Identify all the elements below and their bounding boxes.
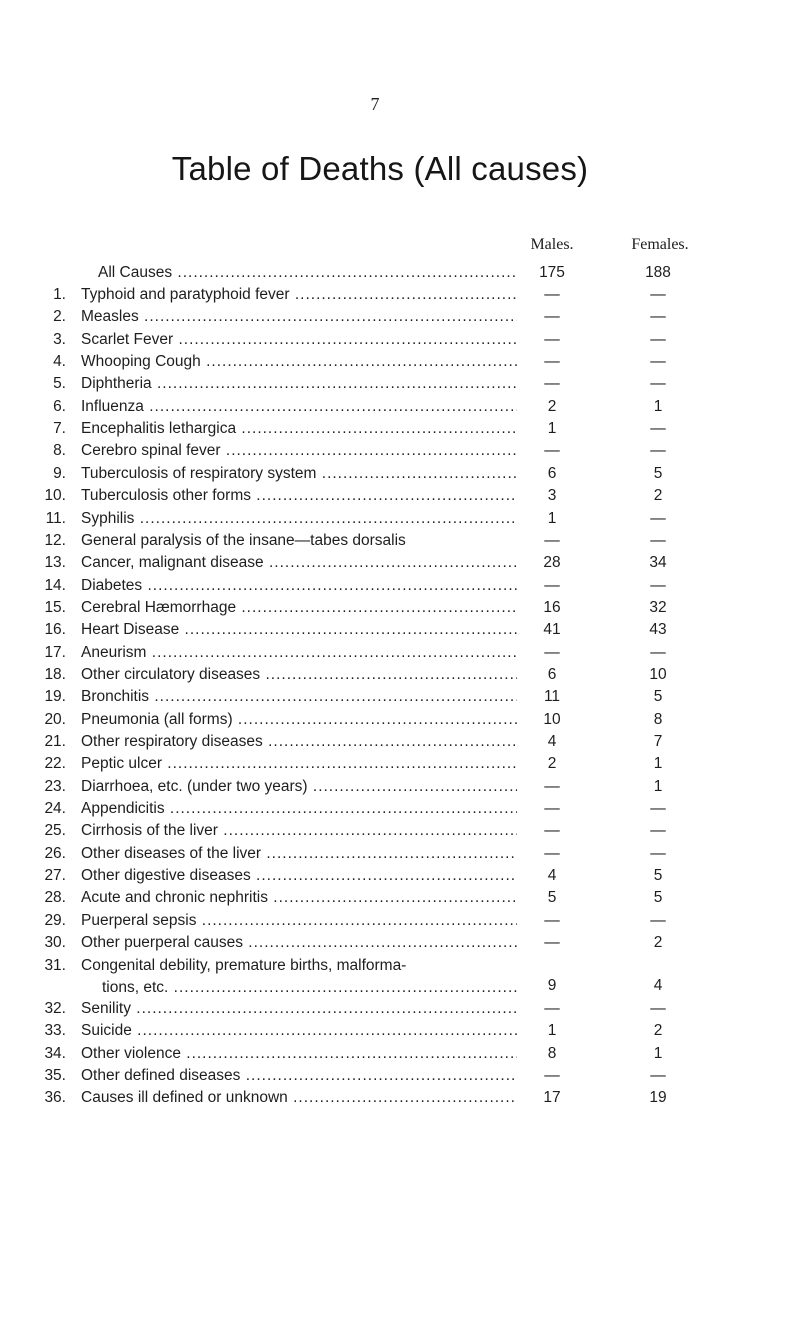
males-count: — bbox=[544, 822, 560, 840]
males-count: — bbox=[544, 911, 560, 929]
table-row bbox=[0, 373, 800, 395]
cause-label: Cirrhosis of the liver ..... bbox=[81, 820, 517, 842]
table-row bbox=[0, 575, 800, 597]
females-count: 2 bbox=[653, 487, 663, 505]
females-count: 5 bbox=[653, 889, 663, 907]
females-count: — bbox=[650, 531, 666, 549]
females-count: — bbox=[650, 999, 666, 1017]
all-causes-males: 175 bbox=[539, 264, 565, 281]
all-causes-label: All Causes ..... bbox=[98, 262, 517, 284]
table-row bbox=[0, 463, 800, 485]
males-count: — bbox=[544, 999, 560, 1017]
cause-label: Other circulatory diseases ..... bbox=[81, 664, 517, 686]
cause-label: Puerperal sepsis ..... bbox=[81, 910, 517, 932]
table-row bbox=[0, 619, 800, 641]
row-number: 26. bbox=[44, 844, 66, 862]
table-row bbox=[0, 686, 800, 708]
cause-label: Suicide ..... bbox=[81, 1020, 517, 1042]
table-row bbox=[0, 284, 800, 306]
cause-label: Influenza ..... bbox=[81, 396, 517, 418]
males-count: — bbox=[544, 576, 560, 594]
table-row bbox=[0, 306, 800, 328]
females-count: — bbox=[650, 375, 666, 393]
row-number: 20. bbox=[44, 710, 66, 728]
column-header-males: Males. bbox=[530, 236, 574, 253]
cause-label: Diabetes ..... bbox=[81, 575, 517, 597]
males-count: — bbox=[544, 531, 560, 549]
row-number: 24. bbox=[44, 800, 66, 818]
row-number: 27. bbox=[44, 867, 66, 885]
females-count: — bbox=[650, 1066, 666, 1084]
females-count: 5 bbox=[653, 464, 663, 482]
cause-label: Peptic ulcer ..... bbox=[81, 753, 517, 775]
cause-label: Cerebro spinal fever ..... bbox=[81, 440, 517, 462]
females-count: 7 bbox=[653, 733, 663, 750]
row-number: 23. bbox=[44, 777, 66, 795]
females-count: 19 bbox=[649, 1089, 667, 1107]
table-row bbox=[0, 753, 800, 775]
table-row bbox=[0, 1065, 800, 1087]
males-count: 3 bbox=[547, 487, 557, 505]
cause-label: Typhoid and paratyphoid fever ..... bbox=[81, 284, 517, 306]
cause-label: Diphtheria ..... bbox=[81, 373, 517, 395]
row-number: 6. bbox=[53, 397, 66, 415]
cause-label: Aneurism ..... bbox=[81, 642, 517, 664]
all-causes-row bbox=[0, 262, 800, 284]
table-row bbox=[0, 530, 800, 552]
cause-label: Causes ill defined or unknown ..... bbox=[81, 1087, 517, 1109]
row-number: 31. bbox=[44, 956, 66, 974]
males-count: 4 bbox=[547, 733, 557, 750]
table-row bbox=[0, 865, 800, 887]
row-number: 35. bbox=[44, 1066, 66, 1084]
row-number: 25. bbox=[44, 822, 66, 840]
table-row bbox=[0, 910, 800, 932]
females-count: — bbox=[650, 420, 666, 438]
cause-label: Syphilis ..... bbox=[81, 508, 517, 530]
cause-label: Appendicitis ..... bbox=[81, 798, 517, 820]
females-count: 43 bbox=[649, 621, 667, 639]
row-number: 28. bbox=[44, 889, 66, 907]
table-row bbox=[0, 1043, 800, 1065]
females-count: 1 bbox=[653, 755, 663, 773]
cause-label: Whooping Cough ..... bbox=[81, 351, 517, 373]
females-count: 2 bbox=[653, 934, 663, 952]
row-number: 21. bbox=[44, 733, 66, 750]
cause-label: Other respiratory diseases ..... bbox=[81, 731, 517, 753]
table-row bbox=[0, 798, 800, 820]
males-count: — bbox=[544, 330, 560, 348]
cause-label: Tuberculosis other forms ..... bbox=[81, 485, 517, 507]
cause-label: General paralysis of the insane—tabes dorsalis bbox=[81, 531, 406, 549]
cause-label: Congenital debility, premature births, malforma- bbox=[81, 956, 407, 974]
row-number: 30. bbox=[44, 934, 66, 952]
table-row bbox=[0, 664, 800, 686]
males-count: — bbox=[544, 442, 560, 460]
males-count: 11 bbox=[543, 688, 561, 706]
table-row bbox=[0, 440, 800, 462]
females-count: 2 bbox=[653, 1022, 663, 1040]
males-count: — bbox=[544, 353, 560, 371]
row-number: 17. bbox=[44, 643, 66, 661]
cause-label: Measles ..... bbox=[81, 306, 517, 328]
table-row bbox=[0, 887, 800, 909]
page-title: Table of Deaths (All causes) bbox=[171, 150, 589, 187]
males-count: 2 bbox=[547, 755, 557, 773]
females-count: — bbox=[650, 330, 666, 348]
females-count: 10 bbox=[649, 665, 667, 683]
cause-label: Heart Disease ..... bbox=[81, 619, 517, 641]
row-number: 9. bbox=[53, 464, 66, 482]
males-count: 1 bbox=[547, 509, 557, 527]
table-row bbox=[0, 351, 800, 373]
females-count: — bbox=[650, 286, 666, 303]
males-count: 8 bbox=[547, 1044, 557, 1062]
column-header-females: Females. bbox=[631, 236, 689, 253]
cause-label: Tuberculosis of respiratory system ..... bbox=[81, 463, 517, 485]
page-number: 7 bbox=[370, 94, 380, 114]
females-count: 1 bbox=[653, 397, 663, 415]
males-count: 41 bbox=[543, 621, 561, 639]
table-row bbox=[0, 329, 800, 351]
row-number: 2. bbox=[53, 308, 66, 326]
table-row bbox=[0, 1020, 800, 1042]
all-causes-females: 188 bbox=[645, 264, 671, 281]
males-count: 9 bbox=[547, 976, 557, 994]
row-number: 13. bbox=[44, 554, 66, 572]
females-count: 8 bbox=[653, 710, 663, 728]
row-number: 29. bbox=[44, 911, 66, 929]
table-row bbox=[0, 396, 800, 418]
females-count: — bbox=[650, 353, 666, 371]
row-number: 18. bbox=[44, 665, 66, 683]
males-count: — bbox=[544, 1066, 560, 1084]
row-number: 10. bbox=[44, 487, 66, 505]
table-row bbox=[0, 843, 800, 865]
females-count: — bbox=[650, 822, 666, 840]
row-number: 33. bbox=[44, 1022, 66, 1040]
males-count: 4 bbox=[547, 867, 557, 885]
row-number: 15. bbox=[44, 598, 66, 616]
males-count: — bbox=[544, 643, 560, 661]
females-count: — bbox=[650, 911, 666, 929]
cause-label: Diarrhoea, etc. (under two years) ..... bbox=[81, 776, 517, 798]
males-count: — bbox=[544, 844, 560, 862]
row-number: 1. bbox=[53, 286, 66, 303]
row-number: 5. bbox=[53, 375, 66, 393]
females-count: 4 bbox=[653, 976, 663, 994]
males-count: 16 bbox=[543, 598, 561, 616]
males-count: 5 bbox=[547, 889, 557, 907]
table-row bbox=[0, 508, 800, 530]
row-number: 7. bbox=[53, 420, 66, 438]
table-row bbox=[0, 485, 800, 507]
males-count: 17 bbox=[543, 1089, 561, 1107]
row-number: 14. bbox=[44, 576, 66, 594]
males-count: 6 bbox=[547, 464, 557, 482]
males-count: — bbox=[544, 934, 560, 952]
males-count: 1 bbox=[547, 1022, 557, 1040]
cause-label: Encephalitis lethargica ..... bbox=[81, 418, 517, 440]
table-row bbox=[0, 776, 800, 798]
row-number: 22. bbox=[44, 755, 66, 773]
females-count: — bbox=[650, 308, 666, 326]
females-count: — bbox=[650, 509, 666, 527]
males-count: — bbox=[544, 308, 560, 326]
row-number: 3. bbox=[53, 330, 66, 348]
table-row bbox=[0, 552, 800, 574]
cause-label: Cerebral Hæmorrhage ..... bbox=[81, 597, 517, 619]
cause-label: Other diseases of the liver ..... bbox=[81, 843, 517, 865]
row-number: 34. bbox=[44, 1044, 66, 1062]
cause-label: Other puerperal causes ..... bbox=[81, 932, 517, 954]
table-row bbox=[0, 597, 800, 619]
row-number: 32. bbox=[44, 999, 66, 1017]
females-count: — bbox=[650, 442, 666, 460]
females-count: — bbox=[650, 844, 666, 862]
cause-label: Scarlet Fever ..... bbox=[81, 329, 517, 351]
females-count: 1 bbox=[653, 777, 663, 795]
females-count: 32 bbox=[649, 598, 667, 616]
row-number: 4. bbox=[53, 353, 66, 371]
cause-label: Bronchitis ..... bbox=[81, 686, 517, 708]
females-count: — bbox=[650, 800, 666, 818]
cause-label: Cancer, malignant disease ..... bbox=[81, 552, 517, 574]
females-count: — bbox=[650, 576, 666, 594]
row-number: 8. bbox=[53, 442, 66, 460]
males-count: 6 bbox=[547, 665, 557, 683]
row-number: 12. bbox=[44, 531, 66, 549]
cause-label: Other violence ..... bbox=[81, 1043, 517, 1065]
row-number: 16. bbox=[44, 621, 66, 639]
females-count: 1 bbox=[653, 1044, 663, 1062]
males-count: 28 bbox=[543, 554, 561, 572]
cause-label-continuation: tions, etc. ..... bbox=[102, 977, 517, 999]
cause-label: Pneumonia (all forms) ..... bbox=[81, 709, 517, 731]
males-count: — bbox=[544, 777, 560, 795]
females-count: — bbox=[650, 643, 666, 661]
cause-label: Other digestive diseases ..... bbox=[81, 865, 517, 887]
males-count: 2 bbox=[547, 397, 557, 415]
table-row bbox=[0, 998, 800, 1020]
males-count: — bbox=[544, 800, 560, 818]
table-row bbox=[0, 932, 800, 954]
table-row bbox=[0, 731, 800, 753]
table-row bbox=[0, 709, 800, 731]
table-row bbox=[0, 820, 800, 842]
table-row bbox=[0, 642, 800, 664]
females-count: 34 bbox=[649, 554, 667, 572]
females-count: 5 bbox=[653, 688, 663, 706]
females-count: 5 bbox=[653, 867, 663, 885]
row-number: 36. bbox=[44, 1089, 66, 1107]
males-count: — bbox=[544, 375, 560, 393]
table-row bbox=[0, 955, 800, 996]
males-count: — bbox=[544, 286, 560, 303]
table-row bbox=[0, 418, 800, 440]
table-row bbox=[0, 1087, 800, 1109]
cause-label: Senility ..... bbox=[81, 998, 517, 1020]
row-number: 11. bbox=[45, 509, 66, 527]
males-count: 1 bbox=[547, 420, 557, 438]
row-number: 19. bbox=[44, 688, 66, 706]
cause-label: Acute and chronic nephritis ..... bbox=[81, 887, 517, 909]
cause-label: Other defined diseases ..... bbox=[81, 1065, 517, 1087]
males-count: 10 bbox=[543, 710, 561, 728]
